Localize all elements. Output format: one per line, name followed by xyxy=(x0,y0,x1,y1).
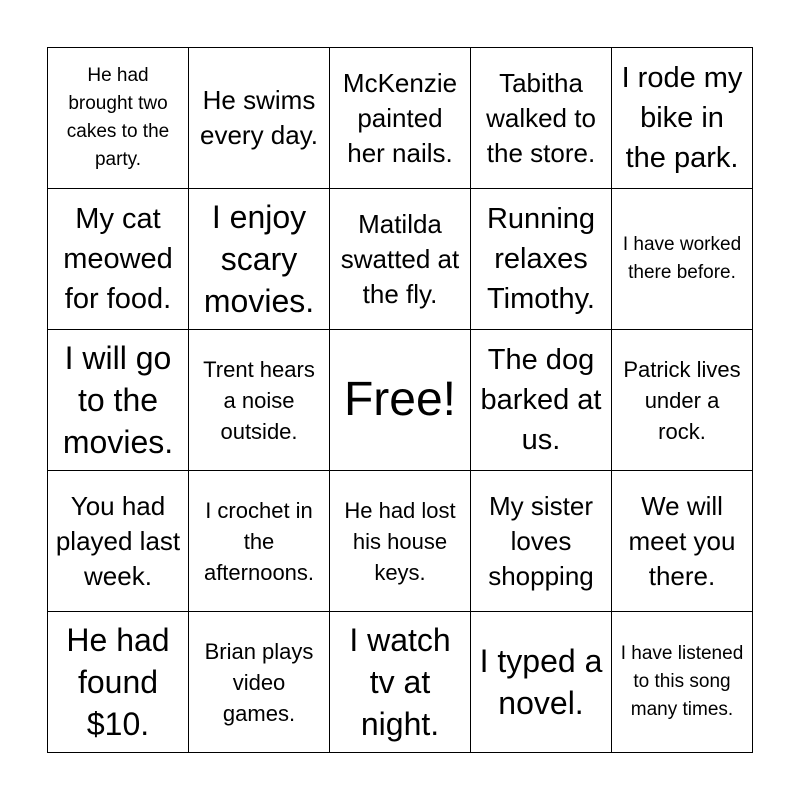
cell-text: We will meet you there. xyxy=(628,490,736,591)
cell-text: I will go to the movies. xyxy=(62,340,174,460)
cell-text: My sister loves shopping xyxy=(488,490,594,591)
bingo-cell-r4c1[interactable] xyxy=(48,471,189,612)
cell-text: I enjoy scary movies. xyxy=(203,199,315,319)
cell-text: You had played last week. xyxy=(55,490,181,591)
cell-text: Brian plays video games. xyxy=(204,638,314,726)
bingo-cell-r3c2[interactable] xyxy=(189,330,330,471)
cell-text: I rode my bike in the park. xyxy=(621,62,743,174)
cell-text: The dog barked at us. xyxy=(480,344,602,456)
cell-text: I typed a novel. xyxy=(479,643,603,721)
cell-text: My cat meowed for food. xyxy=(63,203,173,315)
cell-text: I crochet in the afternoons. xyxy=(203,497,315,585)
cell-text: He swims every day. xyxy=(199,85,318,150)
bingo-cell-r5c3[interactable] xyxy=(330,612,471,753)
cell-text: He had lost his house keys. xyxy=(344,497,456,585)
bingo-cell-free[interactable] xyxy=(330,330,471,471)
bingo-cell-r4c4[interactable] xyxy=(471,471,612,612)
bingo-cell-r4c5[interactable] xyxy=(612,471,753,612)
cell-text: He had found $10. xyxy=(66,622,170,742)
bingo-cell-r2c1[interactable] xyxy=(48,189,189,330)
bingo-cell-r2c2[interactable] xyxy=(189,189,330,330)
cell-text: He had brought two cakes to the party. xyxy=(66,65,170,170)
bingo-cell-r1c4[interactable] xyxy=(471,48,612,189)
cell-text: Running relaxes Timothy. xyxy=(486,203,596,315)
bingo-cell-r5c1[interactable] xyxy=(48,612,189,753)
cell-text: Tabitha walked to the store. xyxy=(486,67,596,168)
bingo-cell-r4c3[interactable] xyxy=(330,471,471,612)
bingo-board xyxy=(47,47,753,753)
bingo-cell-r5c5[interactable] xyxy=(612,612,753,753)
cell-text: McKenzie painted her nails. xyxy=(342,67,458,168)
cell-text: Patrick lives under a rock. xyxy=(623,356,741,444)
bingo-cell-r1c5[interactable] xyxy=(612,48,753,189)
cell-text: Matilda swatted at the fly. xyxy=(340,208,460,309)
bingo-cell-r4c2[interactable] xyxy=(189,471,330,612)
bingo-cell-r1c2[interactable] xyxy=(189,48,330,189)
bingo-cell-r5c4[interactable] xyxy=(471,612,612,753)
cell-text: I have listened to this song many times. xyxy=(620,643,744,720)
bingo-cell-r3c1[interactable] xyxy=(48,330,189,471)
cell-text: I watch tv at night. xyxy=(349,622,451,742)
cell-text: I have worked there before. xyxy=(622,234,742,283)
free-space-text: Free! xyxy=(343,373,457,426)
bingo-cell-r2c3[interactable] xyxy=(330,189,471,330)
bingo-cell-r1c1[interactable] xyxy=(48,48,189,189)
cell-text: Trent hears a noise outside. xyxy=(203,356,315,444)
bingo-cell-r3c5[interactable] xyxy=(612,330,753,471)
bingo-cell-r1c3[interactable] xyxy=(330,48,471,189)
bingo-cell-r5c2[interactable] xyxy=(189,612,330,753)
bingo-cell-r2c5[interactable] xyxy=(612,189,753,330)
bingo-cell-r3c4[interactable] xyxy=(471,330,612,471)
bingo-cell-r2c4[interactable] xyxy=(471,189,612,330)
